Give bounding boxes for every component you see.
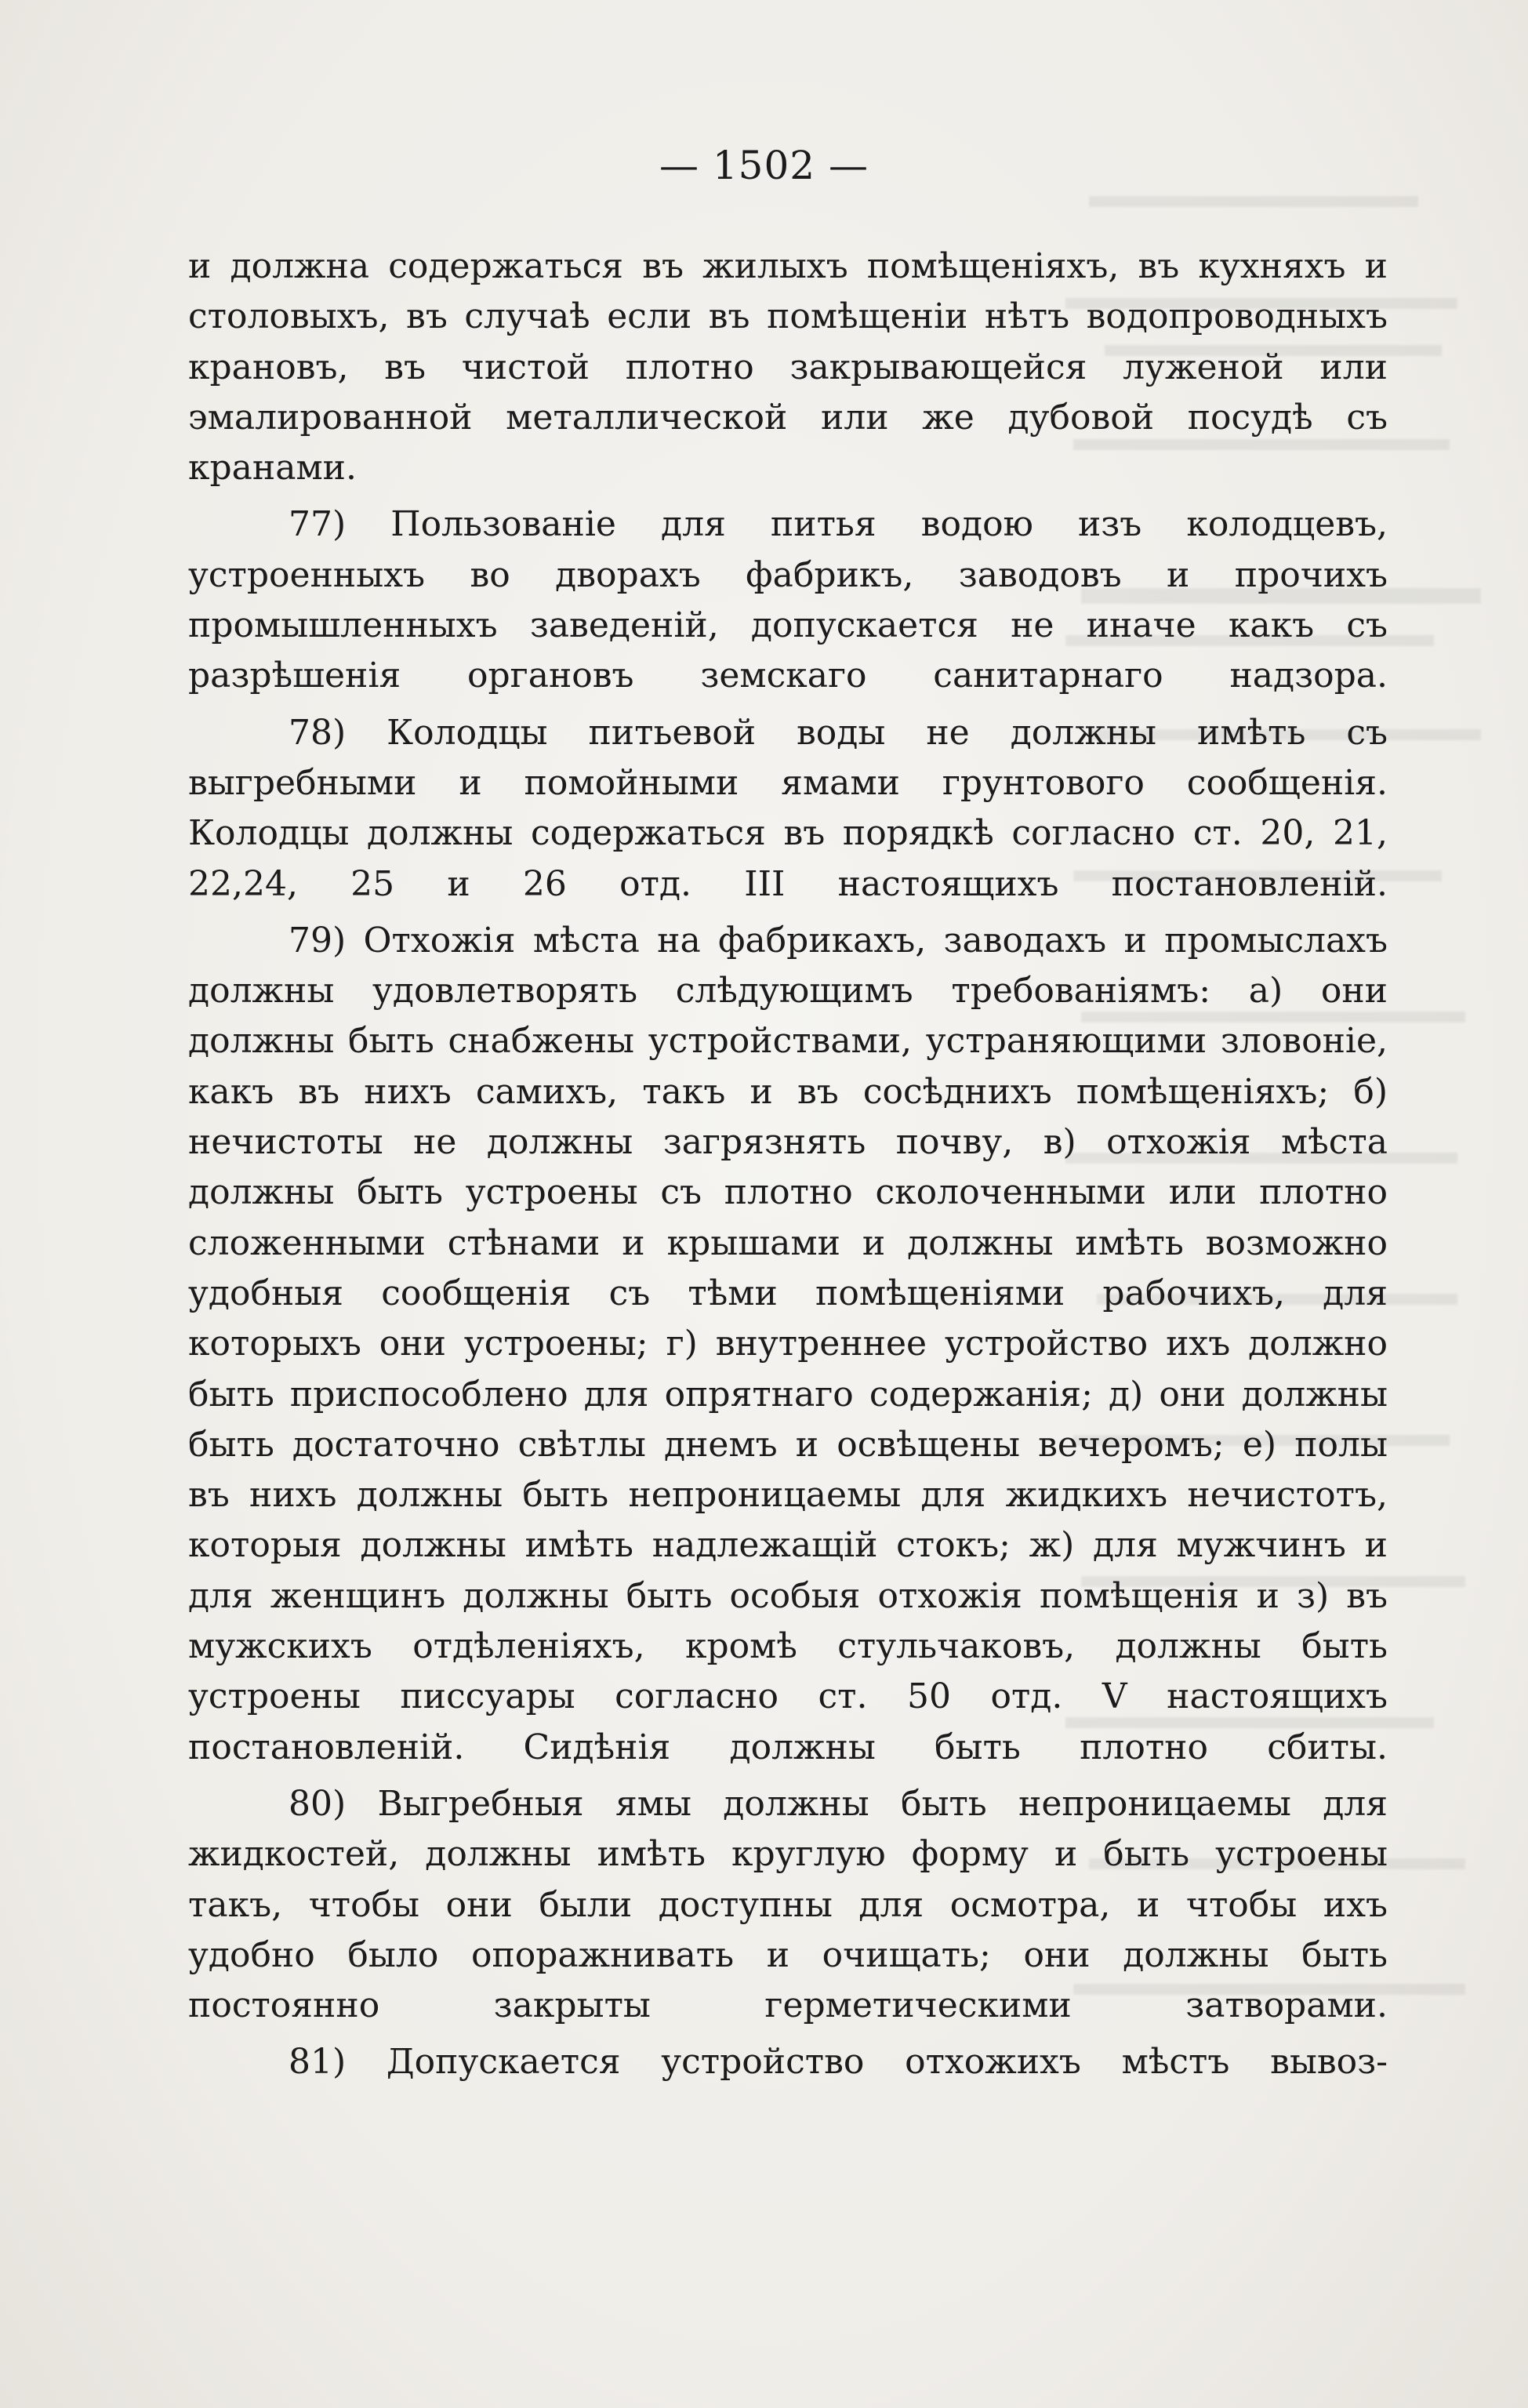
paragraph-80: 80) Выгребныя ямы должны быть непроницаемы для жидкостей, должны имѣть круглую форму и быть устроены такъ, чтобы они были доступны для осмотра, и чтобы ихъ удобно было опоражнивать и очищать; они должны быть постоянно закрыты герметическими затворами.: [188, 1783, 1388, 2026]
paragraph-81: 81) Допускается устройство отхожихъ мѣстъ вывоз-: [289, 2042, 1388, 2083]
page-number: — 1502 —: [659, 143, 869, 188]
paragraph-78: 78) Колодцы питьевой воды не должны имѣть съ выгребными и помойными ямами грунтового сообщенія. Колодцы должны содержаться въ порядкѣ согласно ст. 20, 21, 22,24, 25 и 26 отд. III настоящихъ постановленій.: [188, 712, 1388, 904]
paragraph-77: 77) Пользованіе для питья водою изъ колодцевъ, устроенныхъ во дворахъ фабрикъ, заводовъ и прочихъ промышленныхъ заведеній, допускается не иначе какъ съ разрѣшенія органовъ земскаго санитарнаго надзора.: [188, 504, 1388, 696]
paragraph-79: 79) Отхожія мѣста на фабрикахъ, заводахъ и промыслахъ должны удовлетворять слѣдующимъ требованіямъ: а) они должны быть снабжены устройствами, устраняющими зловоніе, какъ въ нихъ самихъ, такъ и въ сосѣднихъ помѣщеніяхъ; б) нечистоты не должны загрязнять почву, в) отхожія мѣста должны быть устроены съ плотно сколоченными или плотно сложенными стѣнами и крышами и должны имѣть возможно удобныя сообщенія съ тѣми помѣщеніями рабочихъ, для которыхъ они устроены; г) внутреннее устройство ихъ должно быть приспособлено для опрятнаго содержанія; д) они должны быть достаточно свѣтлы днемъ и освѣщены вечеромъ; е) полы въ нихъ должны быть непроницаемы для жидкихъ нечистотъ, которыя должны имѣть надлежащій стокъ; ж) для мужчинъ и для женщинъ должны быть особыя отхожія помѣщенія и з) въ мужскихъ отдѣленіяхъ, кромѣ стульчаковъ, должны быть устроены писсуары согласно ст. 50 отд. V настоящихъ постановленій. Сидѣнія должны быть плотно сбиты.: [188, 920, 1388, 1767]
body-text: [188, 242, 1388, 2088]
paragraph-continuation: и должна содержаться въ жилыхъ помѣщеніяхъ, въ кухняхъ и столовыхъ, въ случаѣ если въ помѣщеніи нѣтъ водопроводныхъ крановъ, въ чистой плотно закрывающейся луженой или эмалированной металлической или же дубовой посудѣ съ кранами.: [188, 246, 1388, 489]
